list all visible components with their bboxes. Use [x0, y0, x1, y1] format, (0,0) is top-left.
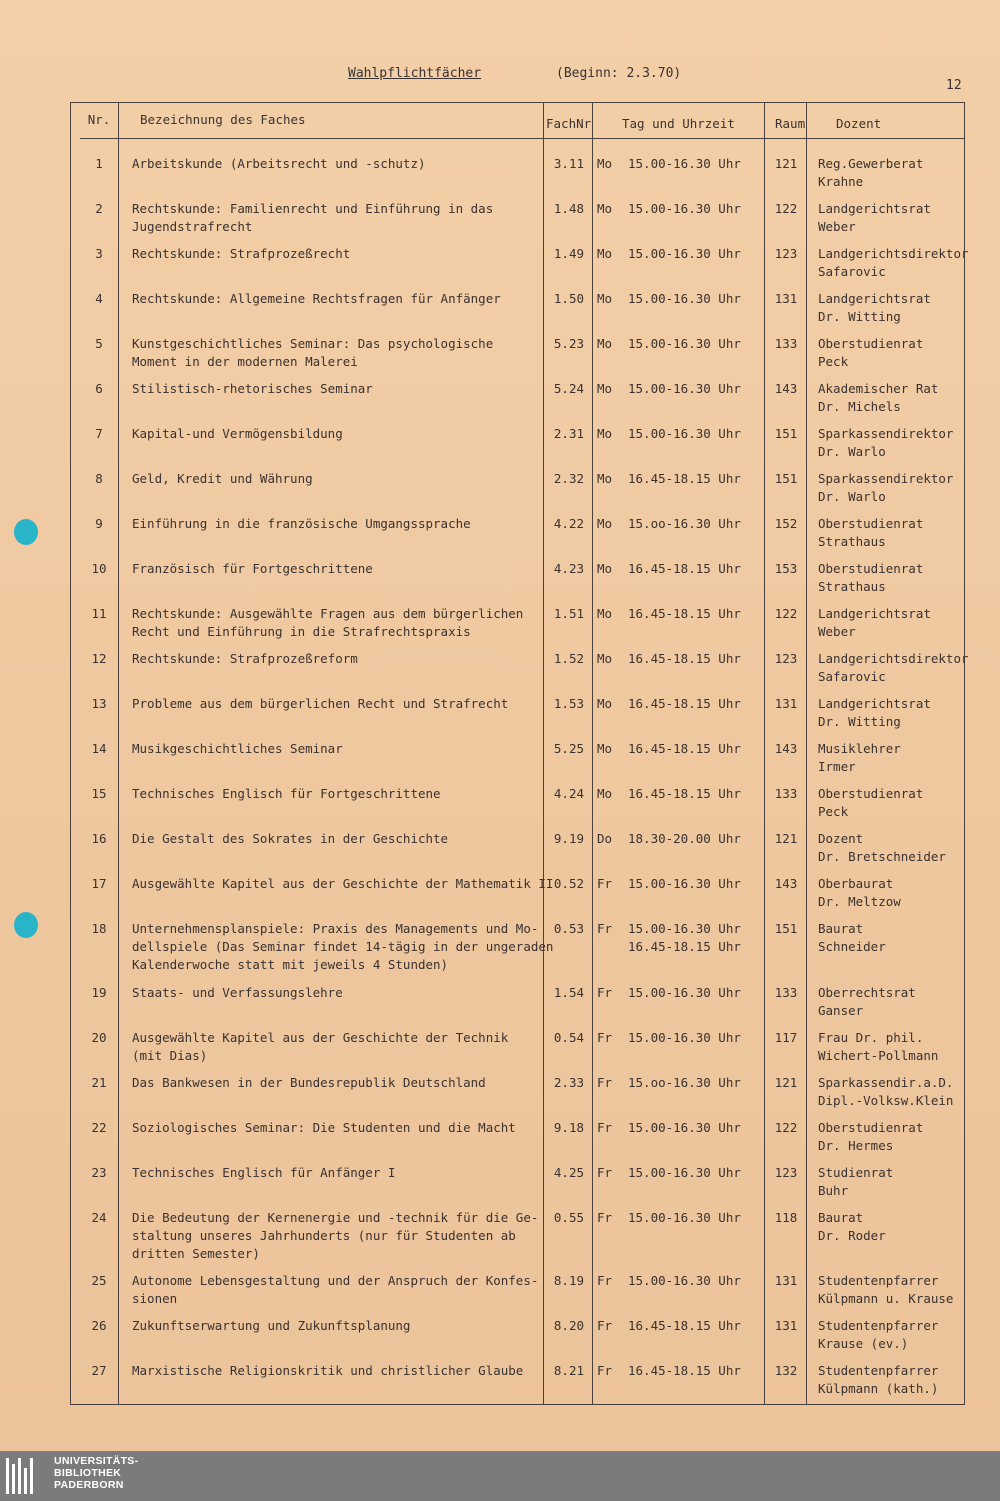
row-number: 17	[91, 876, 107, 891]
col-header-fachnr: FachNr	[546, 116, 592, 131]
course-time: 15.00-16.30 Uhr	[628, 381, 741, 396]
course-day: Mo	[597, 291, 613, 306]
course-name: Die Gestalt des Sokrates in der Geschichte	[132, 831, 449, 846]
lecturer: Oberrechtsrat Ganser	[818, 985, 916, 1018]
row-number: 14	[91, 741, 107, 756]
row-number: 19	[91, 985, 107, 1000]
room-number: 123	[774, 651, 798, 666]
course-time: 15.00-16.30 Uhr	[628, 246, 741, 261]
course-code: 1.54	[553, 985, 584, 1000]
room-number: 121	[774, 1075, 798, 1090]
course-name: Probleme aus dem bürgerlichen Recht und Strafrecht	[132, 696, 509, 711]
course-day: Mo	[597, 201, 613, 216]
course-code: 8.20	[553, 1318, 584, 1333]
room-number: 123	[774, 1165, 798, 1180]
course-time: 15.oo-16.30 Uhr	[628, 516, 741, 531]
lecturer: Akademischer Rat Dr. Michels	[818, 381, 939, 414]
course-day: Fr	[597, 1273, 613, 1288]
course-name: Musikgeschichtliches Seminar	[132, 741, 343, 756]
course-time: 16.45-18.15 Uhr	[628, 651, 741, 666]
row-number: 20	[91, 1030, 107, 1045]
header-rule	[80, 138, 965, 139]
course-day: Mo	[597, 336, 613, 351]
course-code: 1.48	[553, 201, 584, 216]
room-number: 153	[774, 561, 798, 576]
course-code: 2.32	[553, 471, 584, 486]
course-day: Mo	[597, 471, 613, 486]
course-day: Fr	[597, 876, 613, 891]
course-code: 8.19	[553, 1273, 584, 1288]
row-number: 1	[95, 156, 103, 171]
course-time: 15.00-16.30 Uhr	[628, 426, 741, 441]
row-number: 26	[91, 1318, 107, 1333]
course-day: Mo	[597, 426, 613, 441]
punch-hole	[14, 519, 38, 545]
punch-hole	[14, 912, 38, 938]
course-code: 3.11	[553, 156, 584, 171]
row-number: 21	[91, 1075, 107, 1090]
lecturer: Oberstudienrat Dr. Hermes	[818, 1120, 924, 1153]
course-name: Rechtskunde: Strafprozeßrecht	[132, 246, 351, 261]
row-number: 22	[91, 1120, 107, 1135]
course-code: 4.25	[553, 1165, 584, 1180]
room-number: 152	[774, 516, 798, 531]
course-day: Mo	[597, 606, 613, 621]
course-day: Fr	[597, 1318, 613, 1333]
lecturer: Oberstudienrat Peck	[818, 786, 924, 819]
course-name: Unternehmensplanspiele: Praxis des Managements und Mo- dellspiele (Das Seminar findet 14-tägig in der ungeraden Kalenderwoche statt mit jeweils 4 Stunden)	[132, 921, 554, 972]
course-name: Staats- und Verfassungslehre	[132, 985, 343, 1000]
room-number: 131	[774, 696, 798, 711]
course-time: 16.45-18.15 Uhr	[628, 786, 741, 801]
lecturer: Studentenpfarrer Külpmann (kath.)	[818, 1363, 939, 1396]
course-code: 8.21	[553, 1363, 584, 1378]
course-name: Ausgewählte Kapitel aus der Geschichte der Technik (mit Dias)	[132, 1030, 509, 1063]
room-number: 143	[774, 381, 798, 396]
course-day: Mo	[597, 516, 613, 531]
row-number: 23	[91, 1165, 107, 1180]
course-day: Fr	[597, 1363, 613, 1378]
course-name: Marxistische Religionskritik und christlicher Glaube	[132, 1363, 524, 1378]
room-number: 122	[774, 201, 798, 216]
room-number: 133	[774, 336, 798, 351]
course-day: Mo	[597, 381, 613, 396]
course-day: Fr	[597, 1030, 613, 1045]
row-number: 2	[95, 201, 103, 216]
col-header-dozent: Dozent	[836, 116, 882, 131]
room-number: 121	[774, 156, 798, 171]
row-number: 24	[91, 1210, 107, 1225]
course-day: Fr	[597, 985, 613, 1000]
course-code: 4.23	[553, 561, 584, 576]
lecturer: Sparkassendirektor Dr. Warlo	[818, 471, 954, 504]
course-name: Rechtskunde: Strafprozeßreform	[132, 651, 358, 666]
course-day: Mo	[597, 156, 613, 171]
room-number: 131	[774, 1318, 798, 1333]
column-divider	[806, 102, 807, 1405]
course-code: 5.25	[553, 741, 584, 756]
room-number: 123	[774, 246, 798, 261]
course-name: Technisches Englisch für Anfänger I	[132, 1165, 396, 1180]
course-code: 1.49	[553, 246, 584, 261]
room-number: 151	[774, 921, 798, 936]
lecturer: Oberstudienrat Peck	[818, 336, 924, 369]
lecturer: Landgerichtsrat Dr. Witting	[818, 291, 931, 324]
course-time: 16.45-18.15 Uhr	[628, 561, 741, 576]
row-number: 11	[91, 606, 107, 621]
course-time: 15.00-16.30 Uhr	[628, 1030, 741, 1045]
room-number: 151	[774, 471, 798, 486]
course-day: Do	[597, 831, 613, 846]
row-number: 4	[95, 291, 103, 306]
column-divider	[592, 102, 593, 1405]
room-number: 133	[774, 786, 798, 801]
row-number: 15	[91, 786, 107, 801]
course-code: 5.24	[553, 381, 584, 396]
course-time: 15.00-16.30 Uhr	[628, 876, 741, 891]
column-divider	[764, 102, 765, 1405]
lecturer: Baurat Dr. Roder	[818, 1210, 886, 1243]
course-code: 9.18	[553, 1120, 584, 1135]
course-time: 18.30-20.00 Uhr	[628, 831, 741, 846]
course-code: 1.52	[553, 651, 584, 666]
course-name: Kunstgeschichtliches Seminar: Das psychologische Moment in der modernen Malerei	[132, 336, 494, 369]
room-number: 122	[774, 1120, 798, 1135]
lecturer: Reg.Gewerberat Krahne	[818, 156, 924, 189]
course-name: Geld, Kredit und Währung	[132, 471, 313, 486]
course-time: 16.45-18.15 Uhr	[628, 1363, 741, 1378]
lecturer: Studentenpfarrer Külpmann u. Krause	[818, 1273, 954, 1306]
row-number: 18	[91, 921, 107, 936]
lecturer: Oberbaurat Dr. Meltzow	[818, 876, 901, 909]
course-name: Zukunftserwartung und Zukunftsplanung	[132, 1318, 411, 1333]
row-number: 12	[91, 651, 107, 666]
begin-date: (Beginn: 2.3.70)	[556, 66, 682, 81]
course-time: 15.00-16.30 Uhr	[628, 201, 741, 216]
course-day: Mo	[597, 651, 613, 666]
lecturer: Landgerichtsrat Dr. Witting	[818, 696, 931, 729]
course-code: 0.54	[553, 1030, 584, 1045]
course-code: 4.22	[553, 516, 584, 531]
course-day: Mo	[597, 786, 613, 801]
room-number: 133	[774, 985, 798, 1000]
course-name: Französisch für Fortgeschrittene	[132, 561, 373, 576]
course-name: Die Bedeutung der Kernenergie und -technik für die Ge- staltung unseres Jahrhunderts (nur für Studenten ab dritten Semester)	[132, 1210, 539, 1261]
lecturer: Oberstudienrat Strathaus	[818, 516, 924, 549]
course-time: 15.00-16.30 Uhr	[628, 985, 741, 1000]
course-day: Fr	[597, 1210, 613, 1225]
col-header-nr: Nr.	[87, 112, 111, 127]
course-name: Arbeitskunde (Arbeitsrecht und -schutz)	[132, 156, 426, 171]
course-time: 15.00-16.30 Uhr	[628, 1120, 741, 1135]
course-time: 15.00-16.30 Uhr	[628, 1210, 741, 1225]
row-number: 8	[95, 471, 103, 486]
course-time: 15.00-16.30 Uhr	[628, 156, 741, 171]
course-name: Rechtskunde: Familienrecht und Einführung in das Jugendstrafrecht	[132, 201, 494, 234]
row-number: 7	[95, 426, 103, 441]
row-number: 6	[95, 381, 103, 396]
course-time: 15.00-16.30 Uhr	[628, 1165, 741, 1180]
lecturer: Landgerichtsdirektor Safarovic	[818, 246, 969, 279]
course-day: Mo	[597, 561, 613, 576]
lecturer: Frau Dr. phil. Wichert-Pollmann	[818, 1030, 939, 1063]
course-name: Autonome Lebensgestaltung und der Anspruch der Konfes- sionen	[132, 1273, 539, 1306]
course-code: 1.50	[553, 291, 584, 306]
column-divider	[118, 102, 119, 1405]
course-time: 16.45-18.15 Uhr	[628, 471, 741, 486]
course-name: Technisches Englisch für Fortgeschrittene	[132, 786, 441, 801]
lecturer: Studentenpfarrer Krause (ev.)	[818, 1318, 939, 1351]
row-number: 16	[91, 831, 107, 846]
course-day: Fr	[597, 1120, 613, 1135]
course-code: 0.53	[553, 921, 584, 936]
course-name: Rechtskunde: Ausgewählte Fragen aus dem bürgerlichen Recht und Einführung in die Strafrechtspraxis	[132, 606, 524, 639]
lecturer: Landgerichtsrat Weber	[818, 606, 931, 639]
row-number: 13	[91, 696, 107, 711]
course-time: 15.00-16.30 Uhr	[628, 1273, 741, 1288]
library-logo-text: UNIVERSITÄTS- BIBLIOTHEK PADERBORN	[54, 1455, 139, 1491]
room-number: 131	[774, 1273, 798, 1288]
col-header-raum: Raum	[775, 116, 806, 131]
lecturer: Sparkassendir.a.D. Dipl.-Volksw.Klein	[818, 1075, 954, 1108]
course-name: Soziologisches Seminar: Die Studenten und die Macht	[132, 1120, 516, 1135]
lecturer: Dozent Dr. Bretschneider	[818, 831, 946, 864]
course-time: 16.45-18.15 Uhr	[628, 606, 741, 621]
course-code: 2.31	[553, 426, 584, 441]
course-code: 1.51	[553, 606, 584, 621]
lecturer: Oberstudienrat Strathaus	[818, 561, 924, 594]
room-number: 151	[774, 426, 798, 441]
course-day: Fr	[597, 1075, 613, 1090]
course-code: 4.24	[553, 786, 584, 801]
course-code: 9.19	[553, 831, 584, 846]
course-time: 15.00-16.30 Uhr	[628, 291, 741, 306]
course-name: Stilistisch-rhetorisches Seminar	[132, 381, 373, 396]
course-day: Mo	[597, 741, 613, 756]
room-number: 143	[774, 876, 798, 891]
course-code: 1.53	[553, 696, 584, 711]
row-number: 3	[95, 246, 103, 261]
course-time: 16.45-18.15 Uhr	[628, 741, 741, 756]
row-number: 10	[91, 561, 107, 576]
course-time: 16.45-18.15 Uhr	[628, 1318, 741, 1333]
course-name: Ausgewählte Kapitel aus der Geschichte der Mathematik II	[132, 876, 554, 891]
row-number: 5	[95, 336, 103, 351]
row-number: 9	[95, 516, 103, 531]
course-code: 0.52	[553, 876, 584, 891]
lecturer: Landgerichtsdirektor Safarovic	[818, 651, 969, 684]
col-header-time: Tag und Uhrzeit	[622, 116, 735, 131]
course-time: 16.45-18.15 Uhr	[628, 696, 741, 711]
course-code: 2.33	[553, 1075, 584, 1090]
page-number: 12	[946, 78, 962, 93]
course-time: 15.00-16.30 Uhr	[628, 336, 741, 351]
room-number: 143	[774, 741, 798, 756]
library-logo-icon	[6, 1458, 33, 1494]
room-number: 122	[774, 606, 798, 621]
library-footer	[0, 1451, 1000, 1501]
course-day: Mo	[597, 246, 613, 261]
course-name: Einführung in die französische Umgangssprache	[132, 516, 471, 531]
course-name: Rechtskunde: Allgemeine Rechtsfragen für Anfänger	[132, 291, 501, 306]
course-name: Das Bankwesen in der Bundesrepublik Deutschland	[132, 1075, 486, 1090]
course-code: 5.23	[553, 336, 584, 351]
row-number: 27	[91, 1363, 107, 1378]
course-code: 0.55	[553, 1210, 584, 1225]
course-day: Fr	[597, 1165, 613, 1180]
course-day: Fr	[597, 921, 613, 936]
room-number: 121	[774, 831, 798, 846]
page-title: Wahlpflichtfächer	[348, 66, 482, 81]
course-time: 15.00-16.30 Uhr 16.45-18.15 Uhr	[628, 921, 741, 954]
col-header-name: Bezeichnung des Faches	[140, 112, 306, 127]
row-number: 25	[91, 1273, 107, 1288]
room-number: 132	[774, 1363, 798, 1378]
lecturer: Baurat Schneider	[818, 921, 886, 954]
lecturer: Landgerichtsrat Weber	[818, 201, 931, 234]
room-number: 118	[774, 1210, 798, 1225]
course-name: Kapital-und Vermögensbildung	[132, 426, 343, 441]
lecturer: Studienrat Buhr	[818, 1165, 894, 1198]
room-number: 131	[774, 291, 798, 306]
lecturer: Sparkassendirektor Dr. Warlo	[818, 426, 954, 459]
course-time: 15.oo-16.30 Uhr	[628, 1075, 741, 1090]
course-day: Mo	[597, 696, 613, 711]
room-number: 117	[774, 1030, 798, 1045]
lecturer: Musiklehrer Irmer	[818, 741, 901, 774]
